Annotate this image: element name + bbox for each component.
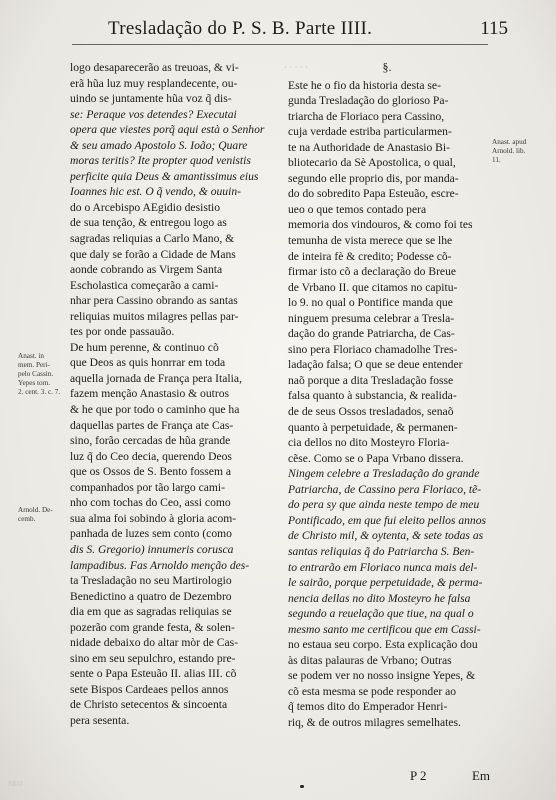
text-line: de Vrbano II. que citamos no capitu-	[288, 280, 458, 294]
text-line: memoria dos vindouros, & como foi tes	[288, 218, 473, 232]
text-line: santas reliquias q̃ do Patriarcha S. Ben-	[288, 544, 475, 558]
text-line: cuja verdade estriba particularmen-	[288, 125, 452, 139]
text-line: nidade debaixo do altar mòr de Cas-	[70, 636, 239, 650]
text-line: Patriarcha, de Cassino pera Floriaco, tẽ-	[288, 482, 482, 496]
text-line: tes por onde passauão.	[70, 325, 175, 339]
left-text-column	[70, 60, 270, 729]
text-line: do pera sy que ainda neste tempo de meu	[288, 498, 480, 512]
text-line: dação do grande Patriarcha, de Cas-	[288, 327, 455, 341]
text-line: nencia dellas no dito Mosteyro he falsa	[288, 591, 471, 605]
margin-note-line: Arnold. lib.	[492, 147, 526, 155]
text-line: que Deos as quis honrrar em toda	[70, 356, 226, 370]
catchword: Em	[471, 768, 490, 783]
text-line: dis S. Gregorio) innumeris corusca	[70, 542, 234, 556]
margin-note-line: Arnold. De-	[18, 506, 53, 514]
text-line: dia em que as sagradas reliquias se	[70, 605, 232, 619]
text-line: reliquias muitos milagres pellas par-	[70, 309, 239, 323]
text-line: do o Arcebispo AEgidio desistio	[70, 200, 221, 214]
text-line: le sairão, porque perpetuidade, & perma-	[288, 576, 483, 590]
text-line: logo desaparecerão as treuoas, & vi-	[70, 61, 239, 74]
margin-note-line: pelo Cassin.	[18, 370, 54, 378]
text-line: Pontificado, em que fui eleito pellos annos	[288, 513, 486, 527]
text-line: ta Tresladação no seu Martirologio	[70, 574, 232, 588]
margin-note-arnoldo	[18, 506, 53, 524]
ink-speck	[300, 785, 304, 788]
margin-note-line: Anast. in	[18, 352, 44, 360]
text-line: cẽse. Como se o Papa Vrbano dissera.	[288, 451, 464, 465]
right-text-column	[288, 60, 486, 731]
text-line: se podem ver no nosso insigne Yepes, &	[288, 669, 476, 683]
text-line: bliotecario da Sè Apostolica, o qual,	[288, 156, 456, 170]
text-line: às ditas palauras de Vrbano; Outras	[288, 653, 452, 667]
text-line: segundo a reuelação que tiue, na qual o	[288, 607, 474, 621]
text-line: falsa quanto à substancia, & realida-	[288, 389, 457, 403]
text-line: q̃ temos dito do Emperador Henri-	[288, 700, 448, 714]
text-line: cia dellos no dito Mosteyro Floria-	[288, 436, 450, 450]
margin-note-line: mem. Peri-	[18, 361, 50, 369]
text-line: moras teritis? Ite propter quod venistis	[70, 154, 251, 168]
text-line: Ningem celebre a Tresladação do grande	[288, 467, 480, 481]
margin-note-line: 11.	[492, 156, 501, 164]
text-line: sino pera Floriaco chamadolhe Tres-	[288, 342, 458, 356]
margin-note-line: Anast. apud	[492, 138, 527, 146]
text-line: sete Bispos Cardeaes pellos annos	[70, 682, 229, 696]
text-line: luz q̃ do Ceo decia, querendo Deos	[70, 449, 232, 463]
section-mark: §.	[382, 60, 392, 74]
text-line: de de seus Ossos tresladados, senaõ	[288, 405, 454, 419]
text-line: sagradas reliquias a Carlo Mano, &	[70, 232, 235, 246]
text-line: que daly se forão a Cidade de Mans	[70, 247, 236, 261]
text-line: gunda Tresladação do glorioso Pa-	[288, 94, 449, 108]
signature-mark: P 2	[410, 768, 427, 783]
text-line: pozerão com grande festa, & solen-	[70, 620, 235, 634]
margin-note-anastasio-apud-arnold	[492, 138, 526, 165]
text-line: que os Ossos de S. Bento fossem a	[70, 465, 232, 479]
text-line: sente o Papa Esteuão II. alias III. cõ	[70, 667, 237, 681]
text-line: triarcha de Floriaco pera Cassino,	[288, 109, 445, 123]
header-rule	[72, 44, 488, 45]
text-line: ladação falsa; O que se deue entender	[288, 358, 463, 372]
text-line: firmar isto cõ a declaração do Breue	[288, 265, 457, 279]
text-line: daquellas partes de França ate Cas-	[70, 418, 234, 432]
faint-library-stamp: NEO	[8, 780, 23, 788]
text-line: cõ esta mesma se pode responder ao	[288, 684, 457, 698]
margin-note-line: Yepes tom.	[18, 379, 51, 387]
text-line: de sua tenção, & entregou logo as	[70, 216, 227, 230]
text-line: perficite quia Deus & amantissimus eius	[70, 169, 259, 183]
text-line: sino em seu sepulchro, estando pre-	[70, 651, 236, 665]
text-line: aquella jornada de França pera Italia,	[70, 371, 242, 385]
text-line: lo 9. no qual o Pontifice manda que	[288, 296, 453, 310]
text-line: ninguem presuma celebrar a Tresla-	[288, 311, 455, 325]
text-line: panhada de luzes sem conto (como	[70, 527, 232, 541]
page-number: 115	[480, 18, 508, 39]
text-line: Este he o fio da historia desta se-	[288, 78, 441, 92]
text-line: Ioannes hic est. O q̃ vendo, & ouuin-	[70, 185, 241, 199]
text-line: Escholastica começarão a cami-	[70, 278, 219, 292]
text-line: uindo se juntamente hũa voz q̃ dis-	[70, 92, 232, 106]
text-line: temunha de vista merece que se lhe	[288, 234, 453, 248]
running-title: Tresladação do P. S. B. Parte IIII.	[108, 18, 373, 39]
page-header	[108, 18, 508, 44]
text-line: no estaua seu corpo. Esta explicação dou	[288, 638, 478, 652]
text-line: segundo elle proprio dis, por manda-	[288, 171, 459, 185]
text-line: riq, & de outros milagres semelhates.	[288, 715, 461, 729]
text-line: de Christo mil, & oytenta, & sete todas as	[288, 529, 484, 543]
text-line: erã hũa luz muy resplandecente, ou-	[70, 76, 238, 90]
text-line: se: Peraque vos detendes? Executai	[70, 107, 237, 121]
text-line: Benedictino a quatro de Dezembro	[70, 589, 232, 603]
margin-note-line: 2. cent. 3. c. 7.	[18, 388, 61, 396]
text-line: te na Authoridade de Anastasio Bi-	[288, 140, 450, 154]
text-line: de Christo setecentos & sincoenta	[70, 698, 228, 712]
text-line: opera que viestes porq̃ aqui està o Senhor	[70, 123, 265, 137]
text-line: nho com tochas do Ceo, assi como	[70, 496, 231, 510]
text-line: pera sesenta.	[70, 713, 130, 727]
text-line: do do sobredito Papa Esteuão, escre-	[288, 187, 459, 201]
text-line: quanto à perpetuidade, & permanen-	[288, 420, 458, 434]
text-line: sua alma foi sobindo à gloria acom-	[70, 511, 237, 525]
text-line: ueo o que temos contado pera	[288, 202, 427, 216]
text-line: De hum perenne, & continuo cõ	[70, 340, 219, 354]
text-line: & seu amado Apostolo S. Ioão; Quare	[70, 138, 248, 152]
text-line: fazem menção Anastasio & outros	[70, 387, 230, 401]
bleed-through-text: · · · · ·	[284, 62, 308, 72]
text-line: lampadibus. Fas Arnoldo menção des-	[70, 558, 250, 572]
text-line: to entrarão em Floriaco nunca mais del-	[288, 560, 478, 574]
text-line: de inteira fè & credito; Podesse cõ-	[288, 249, 452, 263]
text-line: nhar pera Cassino obrando as santas	[70, 294, 238, 308]
margin-note-line: cemb.	[18, 515, 36, 523]
text-line: companhados por tão largo cami-	[70, 480, 225, 494]
text-line: & he que por todo o caminho que ha	[70, 403, 240, 417]
text-line: naõ porque a dita Tresladação fosse	[288, 373, 454, 387]
margin-note-anastasio	[18, 352, 60, 397]
text-line: sino, forão cercadas de hũa grande	[70, 434, 231, 448]
page-footer	[290, 768, 490, 786]
text-line: mesmo santo me certificou que em Cassi-	[288, 622, 481, 636]
text-line: aonde cobrando as Virgem Santa	[70, 263, 223, 277]
